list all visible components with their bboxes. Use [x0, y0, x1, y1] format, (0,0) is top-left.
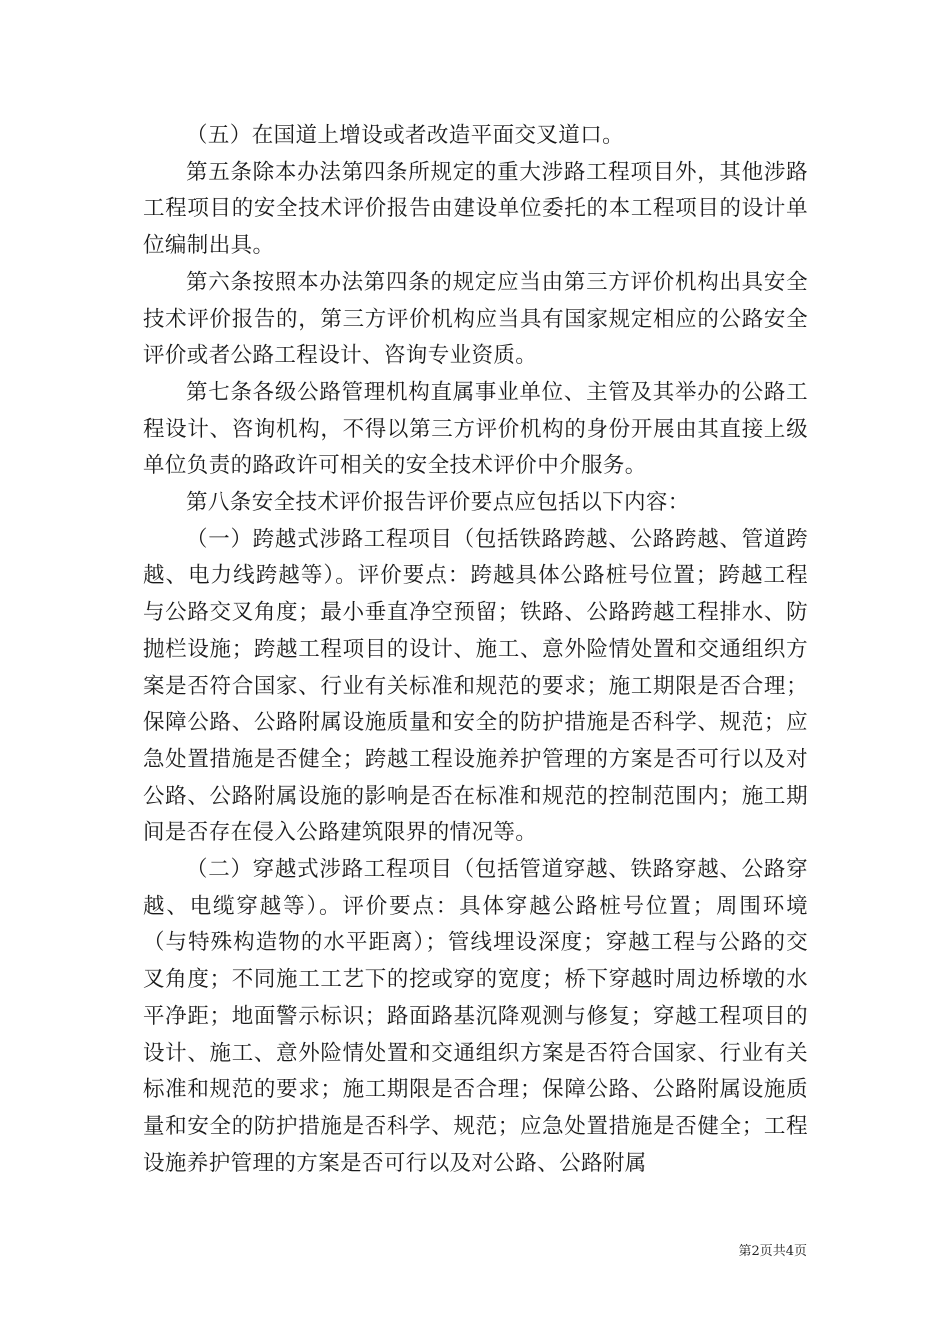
- paragraph-article-8: 第八条安全技术评价报告评价要点应包括以下内容：: [186, 490, 690, 516]
- paragraph-article-7: 第七条各级公路管理机构直属事业单位、主管及其举办的公路工程设计、咨询机构，不得以第三方评价机构的身份开展由其直接上级单位负责的路政许可相关的安全技术评价中介服务。: [143, 379, 808, 479]
- page-number: 第2页共4页: [738, 1244, 807, 1259]
- paragraph-article-5: 第五条除本办法第四条所规定的重大涉路工程项目外，其他涉路工程项目的安全技术评价报告由建设单位委托的本工程项目的设计单位编制出具。: [143, 159, 808, 259]
- paragraph-item-crossing-under: （二）穿越式涉路工程项目（包括管道穿越、铁路穿越、公路穿越、电缆穿越等）。评价要点：具体穿越公路桩号位置；周围环境（与特殊构造物的水平距离）；管线埋设深度；穿越工程与公路的交叉角度；不同施工工艺下的挖或穿的宽度；桥下穿越时周边桥墩的水平净距；地面警示标识；路面路基沉降观测与修复；穿越工程项目的设计、施工、意外险情处置和交通组织方案是否符合国家、行业有关标准和规范的要求；施工期限是否合理；保障公路、公路附属设施质量和安全的防护措施是否科学、规范；应急处置措施是否健全；工程设施养护管理的方案是否可行以及对公路、公路附属: [143, 857, 808, 1176]
- paragraph-article-6: 第六条按照本办法第四条的规定应当由第三方评价机构出具安全技术评价报告的，第三方评价机构应当具有国家规定相应的公路安全评价或者公路工程设计、咨询专业资质。: [143, 269, 808, 369]
- paragraph-item-5: （五）在国道上增设或者改造平面交叉道口。: [186, 123, 625, 148]
- document-body: [143, 118, 808, 1182]
- paragraph-item-crossing-over: （一）跨越式涉路工程项目（包括铁路跨越、公路跨越、管道跨越、电力线跨越等）。评价要点：跨越具体公路桩号位置；跨越工程与公路交叉角度；最小垂直净空预留；铁路、公路跨越工程排水、防抛栏设施；跨越工程项目的设计、施工、意外险情处置和交通组织方案是否符合国家、行业有关标准和规范的要求；施工期限是否合理；保障公路、公路附属设施质量和安全的防护措施是否科学、规范；应急处置措施是否健全；跨越工程设施养护管理的方案是否可行以及对公路、公路附属设施的影响是否在标准和规范的控制范围内；施工期间是否存在侵入公路建筑限界的情况等。: [143, 526, 808, 846]
